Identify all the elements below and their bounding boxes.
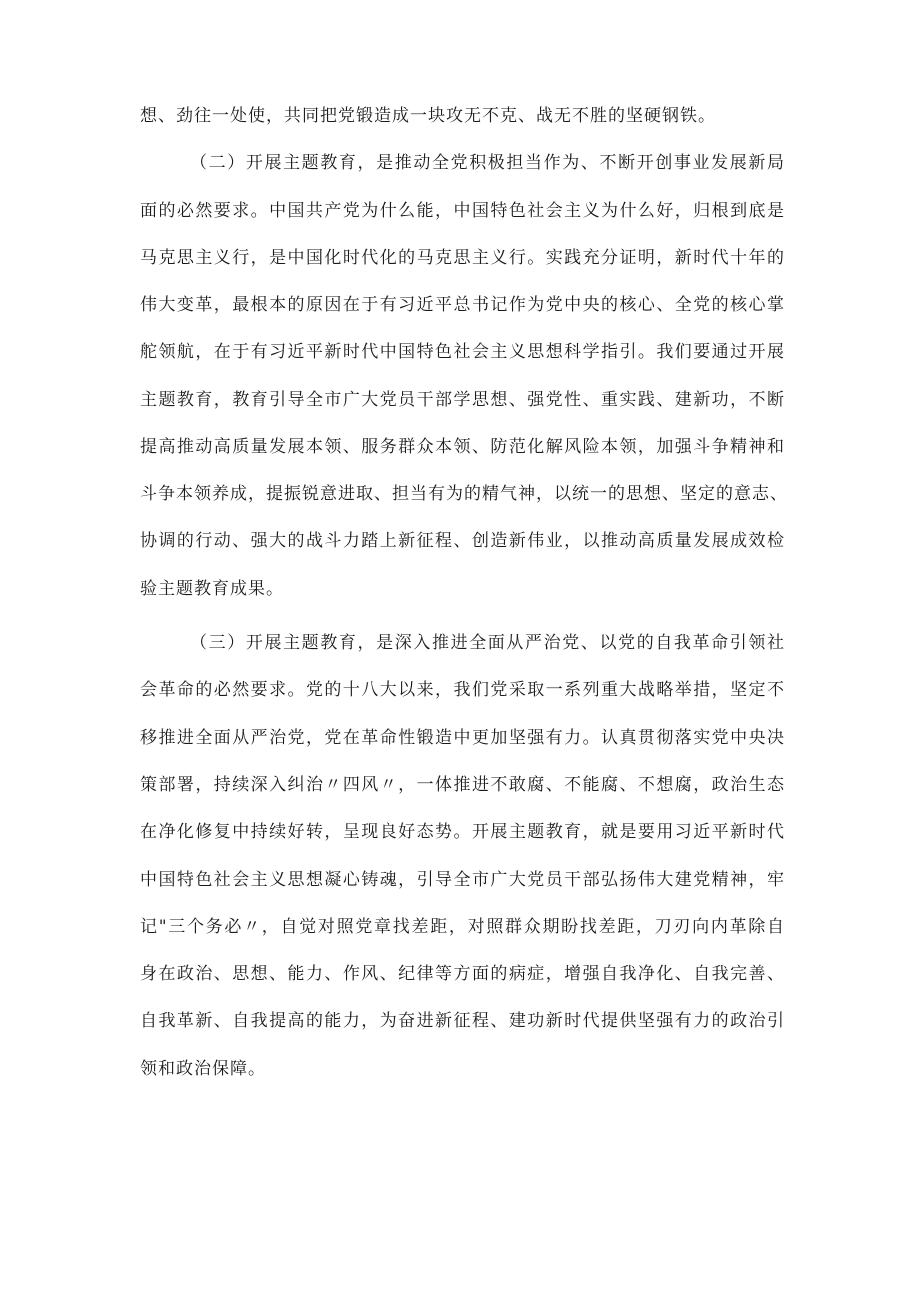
paragraph-3-line-8: 身在政治、思想、能力、作风、纪律等方面的病症，增强自我净化、自我完善、 [140, 964, 785, 984]
paragraph-2-line-9: 协调的行动、强大的战斗力踏上新征程、创造新伟业，以推动高质量发展成效检 [140, 531, 785, 551]
paragraph-2-line-6: 主题教育，教育引导全市广大党员干部学思想、强党性、重实践、建新功，不断 [140, 390, 785, 410]
paragraph-3-line-2: 会革命的必然要求。党的十八大以来，我们党采取一系列重大战略举措，坚定不 [140, 680, 785, 700]
paragraph-3-line-1: （三）开展主题教育，是深入推进全面从严治党、以党的自我革命引领社 [190, 633, 785, 653]
paragraph-2-line-4: 伟大变革，最根本的原因在于有习近平总书记作为党中央的核心、全党的核心掌 [140, 295, 785, 315]
paragraph-3-line-5: 在净化修复中持续好转，呈现良好态势。开展主题教育，就是要用习近平新时代 [140, 822, 785, 842]
paragraph-2-line-1: （二）开展主题教育，是推动全党积极担当作为、不断开创事业发展新局 [190, 153, 785, 173]
paragraph-3-line-9: 自我革新、自我提高的能力，为奋进新征程、建功新时代提供坚强有力的政治引 [140, 1011, 785, 1031]
paragraph-2-line-7: 提高推动高质量发展本领、服务群众本领、防范化解风险本领，加强斗争精神和 [140, 437, 785, 457]
paragraph-3-line-10: 领和政治保障。 [140, 1059, 266, 1079]
paragraph-3-line-3: 移推进全面从严治党，党在革命性锻造中更加坚强有力。认真贯彻落实党中央决 [140, 728, 785, 748]
paragraph-2-line-2: 面的必然要求。中国共产党为什么能，中国特色社会主义为什么好，归根到底是 [140, 201, 785, 221]
paragraph-2-line-8: 斗争本领养成，提振锐意进取、担当有为的精气神，以统一的思想、坚定的意志、 [140, 484, 788, 504]
paragraph-1-line-1: 想、劲往一处使，共同把党锻造成一块攻无不克、战无不胜的坚硬钢铁。 [140, 106, 716, 126]
paragraph-2-line-10: 验主题教育成果。 [140, 579, 284, 599]
paragraph-3-line-7: 记"三个务必〃，自觉对照党章找差距，对照群众期盼找差距，刀刃向内革除自 [140, 917, 785, 937]
paragraph-2-line-5: 舵领航，在于有习近平新时代中国特色社会主义思想科学指引。我们要通过开展 [140, 342, 785, 362]
paragraph-3-line-6: 中国特色社会主义思想凝心铸魂，引导全市广大党员干部弘扬伟大建党精神，牢 [140, 870, 785, 890]
paragraph-2-line-3: 马克思主义行，是中国化时代化的马克思主义行。实践充分证明，新时代十年的 [140, 248, 785, 268]
paragraph-3-line-4: 策部署，持续深入纠治〃四风〃，一体推进不敢腐、不能腐、不想腐，政治生态 [140, 775, 785, 795]
